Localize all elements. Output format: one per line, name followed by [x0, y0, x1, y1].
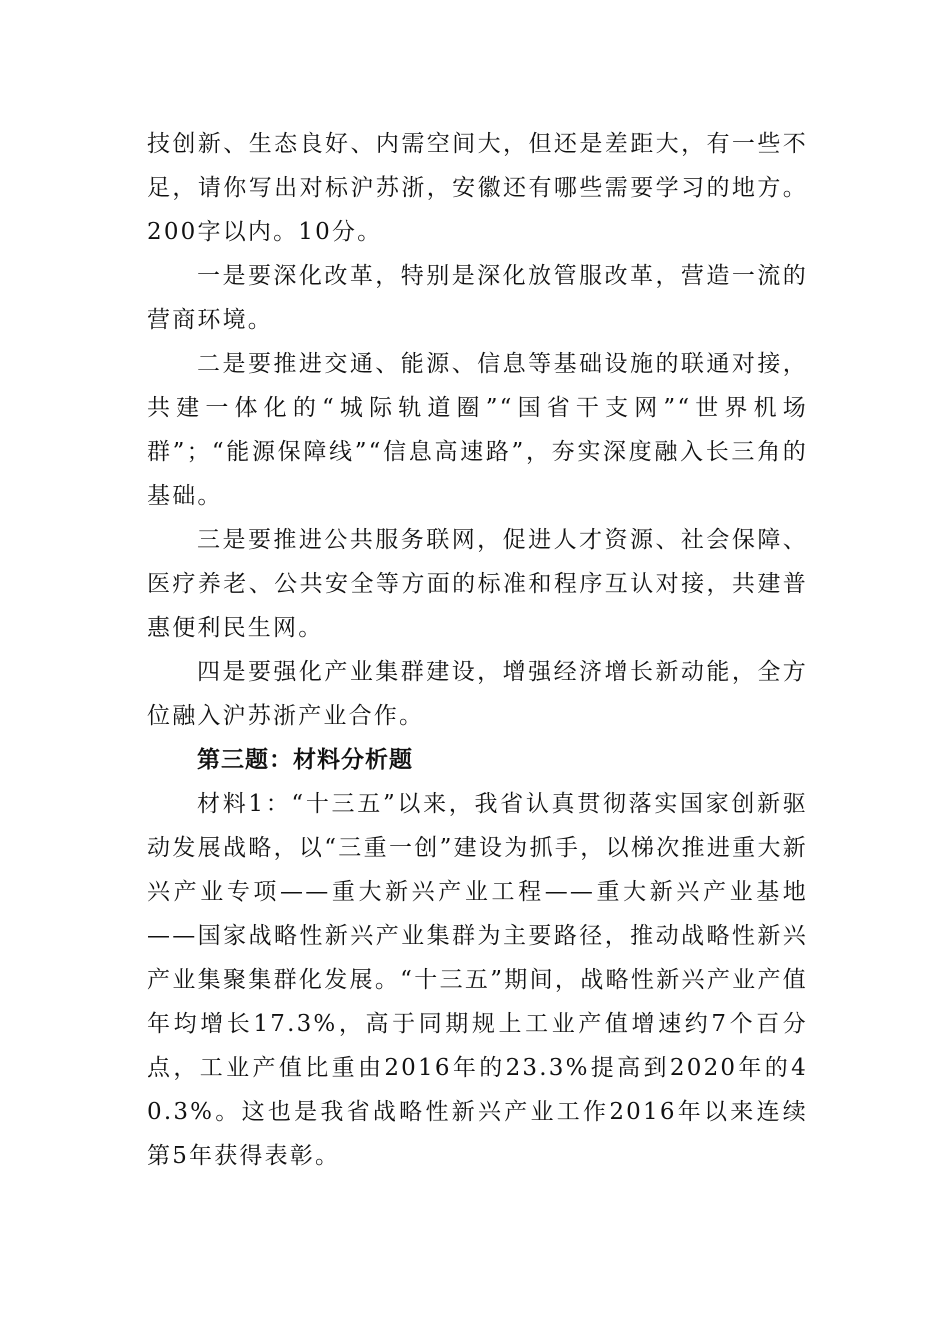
answer-point-1-paragraph: 一是要深化改革，特别是深化放管服改革，营造一流的营商环境。 — [147, 263, 808, 333]
section-heading: 第三题：材料分析题 — [197, 747, 413, 773]
answer-point-2-paragraph: 二是要推进交通、能源、信息等基础设施的联通对接，共建一体化的“城际轨道圈”“国省干支网”“世界机场群”；“能源保障线”“信息高速路”，夯实深度融入长三角的基础。 — [147, 351, 808, 509]
document-body — [147, 122, 808, 1178]
answer-point-3-paragraph: 三是要推进公共服务联网，促进人才资源、社会保障、医疗养老、公共安全等方面的标准和程序互认对接，共建普惠便利民生网。 — [147, 527, 808, 641]
question-continuation-paragraph: 技创新、生态良好、内需空间大，但还是差距大，有一些不足，请你写出对标沪苏浙，安徽还有哪些需要学习的地方。200字以内。10分。 — [147, 131, 808, 245]
material-paragraph: 材料1：“十三五”以来，我省认真贯彻落实国家创新驱动发展战略，以“三重一创”建设为抓手，以梯次推进重大新兴产业专项——重大新兴产业工程——重大新兴产业基地——国家战略性新兴产业集群为主要路径，推动战略性新兴产业集聚集群化发展。“十三五”期间，战略性新兴产业产值年均增长17.3%，高于同期规上工业产值增速约7个百分点，工业产值比重由2016年的23.3%提高到2020年的40.3%。这也是我省战略性新兴产业工作2016年以来连续第5年获得表彰。 — [147, 791, 808, 1169]
answer-point-4-paragraph: 四是要强化产业集群建设，增强经济增长新动能，全方位融入沪苏浙产业合作。 — [147, 659, 808, 729]
